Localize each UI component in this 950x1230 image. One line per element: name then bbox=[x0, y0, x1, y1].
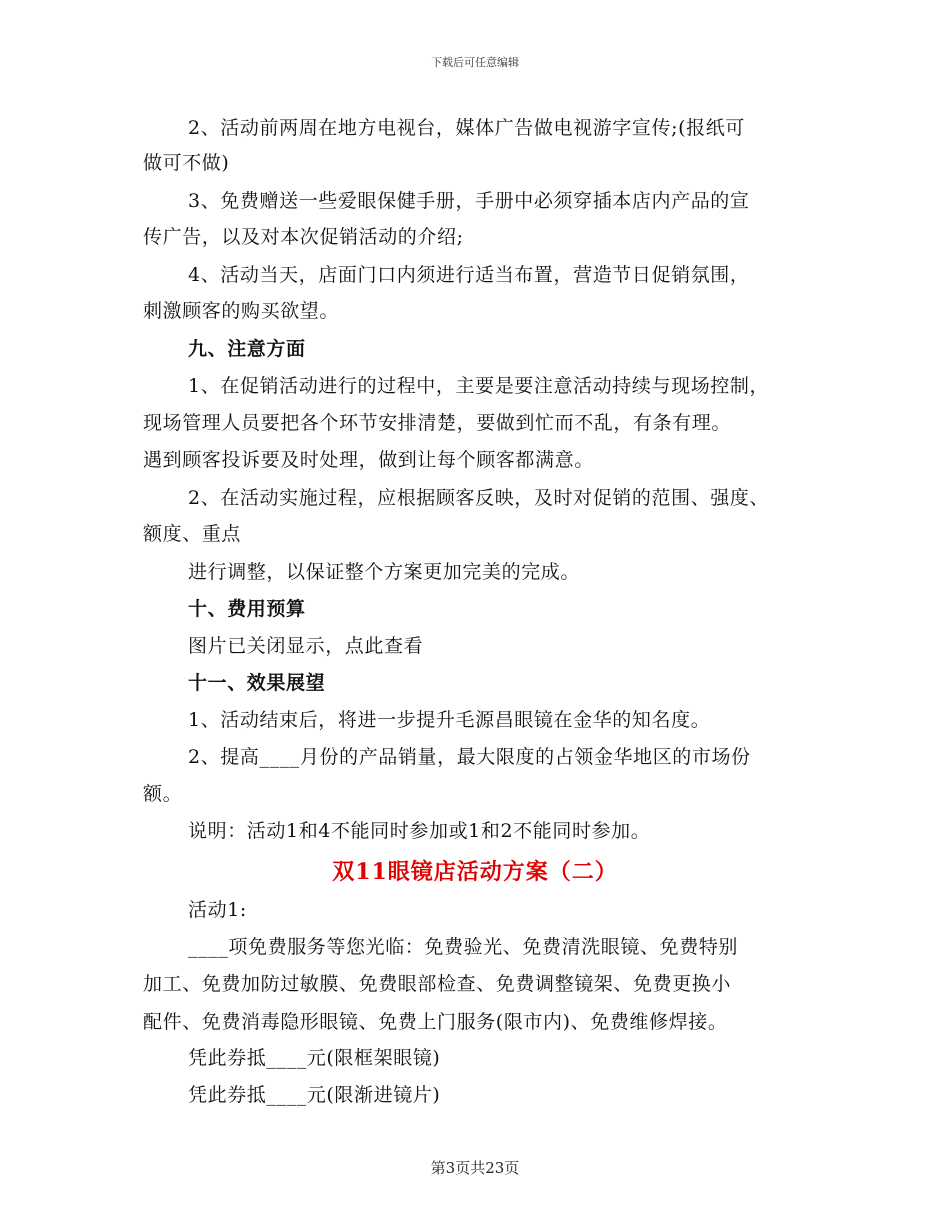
paragraph-line: 传广告，以及对本次促销活动的介绍; bbox=[143, 226, 464, 248]
section-title: 双11眼镜店活动方案（二） bbox=[332, 859, 618, 885]
paragraph-line: 遇到顾客投诉要及时处理，做到让每个顾客都满意。 bbox=[143, 449, 594, 471]
paragraph-line: 配件、免费消毒隐形眼镜、免费上门服务(限市内)、免费维修焊接。 bbox=[143, 1011, 728, 1033]
section-heading: 九、注意方面 bbox=[188, 338, 306, 360]
paragraph-line: 2、在活动实施过程，应根据顾客反映，及时对促销的范围、强度、 bbox=[188, 487, 770, 509]
section-heading: 十、费用预算 bbox=[188, 598, 306, 620]
paragraph-line: 额度、重点 bbox=[143, 523, 242, 545]
paragraph-line: 2、提高____月份的产品销量，最大限度的占领金华地区的市场份 bbox=[188, 746, 751, 768]
section-heading: 十一、效果展望 bbox=[188, 672, 326, 694]
paragraph-line: 凭此券抵____元(限框架眼镜) bbox=[188, 1047, 441, 1069]
page-header: 下载后可任意编辑 bbox=[431, 56, 519, 69]
image-placeholder-link[interactable]: 图片已关闭显示，点此查看 bbox=[188, 635, 424, 657]
paragraph-line: 说明：活动1和4不能同时参加或1和2不能同时参加。 bbox=[188, 820, 651, 842]
paragraph-line: 3、免费赠送一些爱眼保健手册，手册中必须穿插本店内产品的宣 bbox=[188, 190, 750, 212]
paragraph-line: 进行调整，以保证整个方案更加完美的完成。 bbox=[188, 561, 581, 583]
paragraph-line: 额。 bbox=[143, 783, 183, 805]
paragraph-line: 加工、免费加防过敏膜、免费眼部检查、免费调整镜架、免费更换小 bbox=[143, 973, 732, 995]
paragraph-line: 做可不做) bbox=[143, 152, 230, 174]
paragraph-line: 刺激顾客的购买欲望。 bbox=[143, 300, 340, 322]
paragraph-line: ____项免费服务等您光临：免费验光、免费清洗眼镜、免费特别 bbox=[188, 936, 739, 958]
paragraph-line: 4、活动当天，店面门口内须进行适当布置，营造节日促销氛围， bbox=[188, 264, 750, 286]
page-footer: 第3页共23页 bbox=[430, 1159, 520, 1177]
paragraph-line: 现场管理人员要把各个环节安排清楚，要做到忙而不乱，有条有理。 bbox=[143, 412, 732, 434]
paragraph-line: 1、在促销活动进行的过程中，主要是要注意活动持续与现场控制， bbox=[188, 375, 770, 397]
paragraph-line: 1、活动结束后，将进一步提升毛源昌眼镜在金华的知名度。 bbox=[188, 709, 711, 731]
paragraph-line: 凭此券抵____元(限渐进镜片) bbox=[188, 1084, 441, 1106]
paragraph-line: 活动1: bbox=[188, 899, 247, 921]
paragraph-line: 2、活动前两周在地方电视台，媒体广告做电视游字宣传;(报纸可 bbox=[188, 117, 745, 139]
